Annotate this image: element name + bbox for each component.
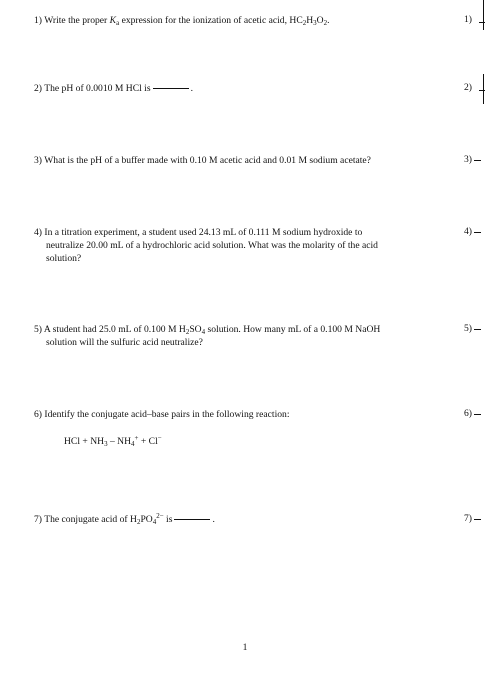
answer-label-6 (464, 408, 481, 419)
question-number: 1) (34, 15, 42, 26)
subscript: 2 (185, 328, 190, 336)
answer-number: 5) (464, 323, 472, 334)
question-text: expression for the ionization of acetic acid, HC (119, 15, 303, 26)
answer-label-1 (464, 14, 472, 25)
question-6 (34, 408, 444, 421)
question-text: The conjugate acid of H (44, 514, 137, 525)
question-text: A student had 25.0 mL of 0.100 M H (43, 324, 186, 335)
question-text-line-2: neutralize 20.00 mL of a hydrochloric acid solution. What was the molarity of the acid (46, 240, 378, 252)
superscript: + (134, 434, 139, 442)
answer-label-3 (464, 154, 481, 165)
question-text: What is the pH of a buffer made with 0.10 M acetic acid and 0.01 M sodium acetate? (44, 155, 371, 166)
right-margin-tick-mid (479, 90, 485, 91)
question-7 (34, 513, 444, 526)
formula-text: PO (140, 514, 153, 525)
answer-number: 7) (464, 513, 472, 524)
subscript: 4 (201, 328, 206, 336)
formula-text: O (316, 15, 324, 26)
right-margin-rule-top (483, 0, 484, 30)
question-text: Write the proper (44, 15, 110, 26)
subscript: 4 (131, 440, 135, 448)
answer-label-7 (464, 513, 481, 524)
period: . (327, 15, 330, 26)
answer-blank[interactable] (174, 519, 210, 520)
question-number: 4) (34, 227, 42, 238)
equation-text: HCl + NH (64, 436, 105, 447)
answer-blank[interactable] (153, 88, 189, 89)
subscript: 2 (302, 19, 307, 27)
subscript: 3 (313, 19, 317, 27)
question-1 (34, 14, 444, 27)
answer-blank[interactable] (474, 519, 481, 520)
reaction-equation (64, 436, 162, 447)
equation-text: ‒ NH (107, 436, 132, 447)
question-4 (34, 226, 444, 266)
question-number: 6) (34, 409, 42, 420)
question-text-line-1: In a titration experiment, a student used 24.13 mL of 0.111 M sodium hydroxide to (44, 227, 363, 238)
question-text: solution. How many mL of a 0.100 M NaOH (205, 324, 381, 335)
question-text-line-3: solution? (46, 253, 82, 265)
subscript: 3 (104, 440, 108, 448)
formula-text: SO (189, 324, 202, 335)
question-number: 3) (34, 155, 42, 166)
ka-symbol: K (109, 15, 117, 26)
answer-label-2 (464, 82, 472, 93)
question-text: The pH of 0.0010 M HCl is (44, 83, 151, 94)
question-text: Identify the conjugate acid–base pairs in the following reaction: (44, 409, 290, 420)
page-number: 1 (242, 642, 248, 653)
question-number: 7) (34, 514, 42, 525)
answer-label-4 (464, 226, 481, 237)
subscript: 4 (152, 518, 157, 526)
subscript: 2 (323, 19, 328, 27)
answer-number: 3) (464, 154, 472, 165)
superscript: − (157, 434, 162, 442)
right-margin-rule-mid (483, 74, 484, 104)
question-text-line-2: solution will the sulfuric acid neutralize? (46, 337, 203, 349)
answer-blank[interactable] (474, 414, 481, 415)
ka-subscript: a (116, 19, 120, 27)
answer-blank[interactable] (474, 232, 481, 233)
question-number: 5) (34, 324, 42, 335)
answer-blank[interactable] (474, 329, 481, 330)
answer-number: 2) (464, 82, 472, 93)
period: . (190, 83, 193, 94)
subscript: 2 (136, 518, 141, 526)
formula-text: H (306, 15, 314, 26)
answer-blank[interactable] (474, 160, 481, 161)
question-2 (34, 82, 444, 95)
right-margin-tick-top (479, 22, 485, 23)
question-number: 2) (34, 83, 42, 94)
question-3 (34, 154, 444, 167)
superscript: 2− (156, 512, 164, 520)
answer-label-5 (464, 323, 481, 334)
period: . (212, 514, 215, 525)
equation-text: + Cl (138, 436, 158, 447)
answer-number: 6) (464, 408, 472, 419)
answer-number: 1) (464, 14, 472, 25)
answer-number: 4) (464, 226, 472, 237)
question-text: is (163, 514, 173, 525)
question-5 (34, 323, 444, 349)
